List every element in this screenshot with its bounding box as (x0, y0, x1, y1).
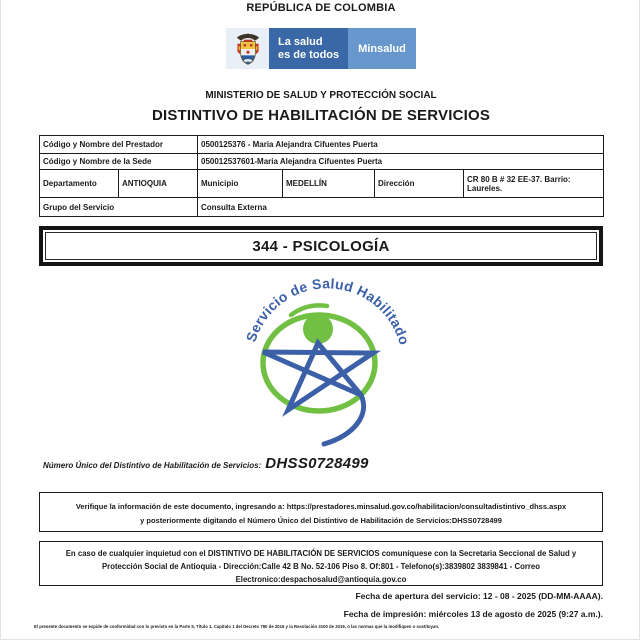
table-row-grupo (40, 198, 604, 217)
direccion-value-cell: CR 80 B # 32 EE-37. Barrio: Laureles. (464, 170, 604, 198)
seal-arc-text: Servicio de Salud Habilitado (242, 275, 413, 347)
service-name: 344 - PSICOLOGÍA (45, 232, 597, 260)
verification-line-1: Verifique la información de este documento, ingresando a: https://prestadores.minsalud.gov.co/habilitacion/consultadistintivo_dhss.aspx (75, 502, 567, 511)
municipio-label-cell: Municipio (198, 170, 283, 198)
document-title: DISTINTIVO DE HABILITACIÓN DE SERVICIOS (151, 107, 491, 124)
sede-label-cell: Código y Nombre de la Sede (40, 154, 198, 170)
provider-info-table (39, 135, 604, 217)
departamento-label-cell: Departamento (40, 170, 119, 198)
tagline-line2: es de todos (278, 48, 340, 61)
grupo-value-cell: Consulta Externa (198, 198, 604, 217)
direccion-label-cell: Dirección (375, 170, 464, 198)
republic-title: REPÚBLICA DE COLOMBIA (246, 2, 396, 14)
contact-line-2: Protección Social de Antioquia - Dirección:Calle 42 B No. 52-106 Piso 8. Of:801 - Telefono(s):3839802 3839841 - Correo (101, 562, 541, 571)
contact-line-3: Electronico:despachosalud@antioquia.gov.co (235, 575, 407, 584)
service-name-box (39, 226, 603, 266)
minsalud-logo (226, 28, 416, 69)
minsalud-tagline (269, 28, 348, 69)
sede-value-cell: 050012537601-Maria Alejandra Cifuentes Puerta (198, 154, 604, 170)
opening-date: Fecha de apertura del servicio: 12 - 08 - 2025 (DD-MM-AAAA). (355, 591, 603, 601)
table-row-sede (40, 154, 604, 170)
grupo-label-cell: Grupo del Servicio (40, 198, 198, 217)
departamento-value-cell: ANTIOQUIA (119, 170, 198, 198)
servicio-salud-habilitado-seal-icon (231, 277, 411, 449)
verification-line-2: y posteriormente digitando el Número Único del Distintivo de Habilitación de Servicios:DHSS0728499 (140, 516, 502, 525)
table-row-prestador (40, 136, 604, 154)
municipio-value-cell: MEDELLÍN (283, 170, 375, 198)
dates-block (241, 591, 603, 619)
unique-number-label: Número Único del Distintivo de Habilitación de Servicios: (43, 461, 262, 470)
contact-box (39, 541, 603, 586)
contact-line-1: En caso de cualquier inquietud con el DISTINTIVO DE HABILITACIÓN DE SERVICIOS comuníquese con la Secretaria Seccional de Salud y (65, 549, 577, 558)
verification-box (39, 492, 603, 532)
minsalud-brand: Minsalud (348, 28, 416, 69)
print-date: Fecha de impresión: miércoles 13 de agosto de 2025 (9:27 a.m.). (343, 609, 603, 619)
colombia-coat-of-arms-icon (226, 28, 269, 69)
tagline-line1: La salud (278, 35, 323, 48)
prestador-value-cell: 0500125376 - Maria Alejandra Cifuentes Puerta (198, 136, 604, 154)
unique-number-value: DHSS0728499 (265, 455, 369, 472)
seal-figure-leg (324, 395, 364, 444)
legal-fine-print: El presente documento se expide de conformidad con lo previsto en la Parte 5, Título 1, Capítulo 1 del Decreto 780 de 2016 y la Resolución 3100 de 2019, o las normas que la modifiquen o sustituyan. (34, 624, 440, 629)
table-row-location (40, 170, 604, 198)
prestador-label-cell: Código y Nombre del Prestador (40, 136, 198, 154)
unique-number-row (43, 455, 369, 472)
ministry-title: MINISTERIO DE SALUD Y PROTECCIÓN SOCIAL (205, 90, 437, 101)
